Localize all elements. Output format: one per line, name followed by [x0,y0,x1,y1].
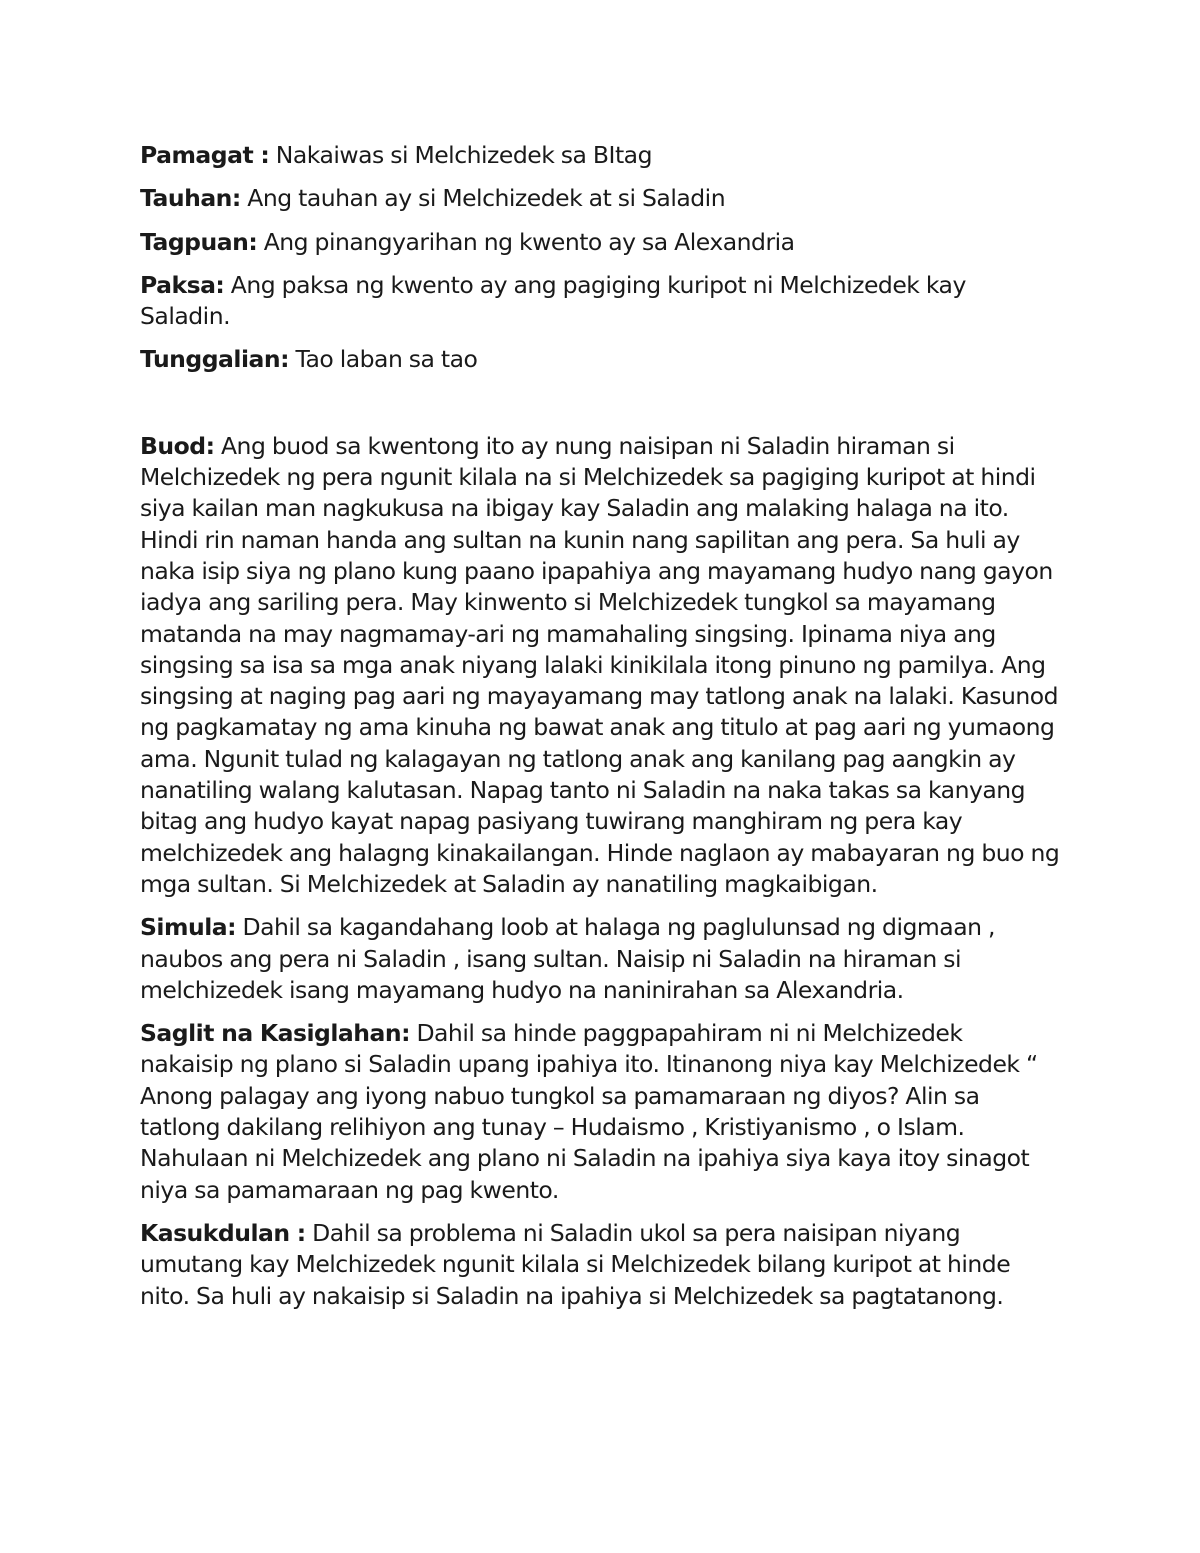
simula-label: Simula: [140,913,237,942]
buod-label: Buod: [140,431,215,460]
pamagat-text: Nakaiwas si Melchizedek sa BItag [269,141,652,169]
tagpuan-paragraph [140,227,1062,258]
pamagat-label: Pamagat : [140,141,270,169]
tunggalian-label: Tunggalian: [140,345,290,374]
kasukdulan-label: Kasukdulan : [140,1218,306,1247]
simula-text: Dahil sa kagandahang loob at halaga ng paglulunsad ng digmaan , naubos ang pera ni Saladin , isang sultan. Naisip ni Saladin na hiraman si melchizedek isang mayamang hudyo na naninirahan sa Alexandria. [140,913,995,1004]
tauhan-text: Ang tauhan ay si Melchizedek at si Saladin [240,184,726,213]
tauhan-label: Tauhan: [140,184,241,213]
buod-text: Ang buod sa kwentong ito ay nung naisipan ni Saladin hiraman si Melchizedek ng pera ngunit kilala na si Melchizedek sa pagiging kuripot at hindi siya kailan man nagkukusa na ibigay kay Saladin ang malaking halaga na ito. Hindi rin naman handa ang sultan na kunin nang sapilitan ang pera. Sa huli ay naka isip siya ng plano kung paano ipapahiya ang mayamang hudyo nang gayon iadya ang sariling pera. May kinwento si Melchizedek tungkol sa mayamang matanda na may nagmamay-ari ng mamahaling singsing. Ipinama niya ang singsing sa isa sa mga anak niyang lalaki kinikilala itong pinuno ng pamilya. Ang singsing at naging pag aari ng mayayamang may tatlong anak na lalaki. Kasunod ng pagkamatay ng ama kinuha ng bawat anak ang titulo at pag aari ng yumaong ama. Ngunit tulad ng kalagayan ng tatlong anak ang kanilang pag aangkin ay nanatiling walang kalutasan. Napag tanto ni Saladin na naka takas sa kanyang bitag ang hudyo kayat napag pasiyang tuwirang manghiram ng pera kay melchizedek ang halagng kinakailangan. Hinde naglaon ay mabayaran ng buo ng mga sultan. Si Melchizedek at Saladin ay nanatiling magkaibigan. [140,431,1060,898]
tagpuan-text: Ang pinangyarihan ng kwento ay sa Alexandria [257,227,795,256]
tagpuan-label: Tagpuan: [140,227,258,256]
saglit-na-kasiglahan-paragraph [140,1018,1062,1206]
tunggalian-paragraph [140,344,1062,375]
kasukdulan-text: Dahil sa problema ni Saladin ukol sa pera naisipan niyang umutang kay Melchizedek ngunit kilala si Melchizedek bilang kuripot at hinde nito. Sa huli ay nakaisip si Saladin na ipahiya si Melchizedek sa pagtatanong. [140,1218,1011,1310]
kasukdulan-paragraph [140,1218,1062,1312]
document-page [140,140,1062,1324]
simula-paragraph [140,912,1062,1006]
blank-line [140,388,1062,431]
saglit-na-kasiglahan-label: Saglit na Kasiglahan: [140,1019,410,1048]
buod-paragraph [140,431,1062,900]
paksa-paragraph [140,270,1062,333]
pamagat-paragraph [140,140,1062,171]
tauhan-paragraph [140,183,1062,214]
tunggalian-text: Tao laban sa tao [289,345,478,374]
paksa-label: Paksa: [140,270,225,299]
paksa-text: Ang paksa ng kwento ay ang pagiging kuripot ni Melchizedek kay Saladin. [140,270,966,331]
saglit-na-kasiglahan-text: Dahil sa hinde paggpapahiram ni ni Melchizedek nakaisip ng plano si Saladin upang ipahiya ito. Itinanong niya kay Melchizedek “ Anong palagay ang iyong nabuo tungkol sa pamamaraan ng diyos? Alin sa tatlong dakilang relihiyon ang tunay – Hudaismo , Kristiyanismo , o Islam. Nahulaan ni Melchizedek ang plano ni Saladin na ipahiya siya kaya itoy sinagot niya sa pamamaraan ng pag kwento. [140,1019,1038,1204]
